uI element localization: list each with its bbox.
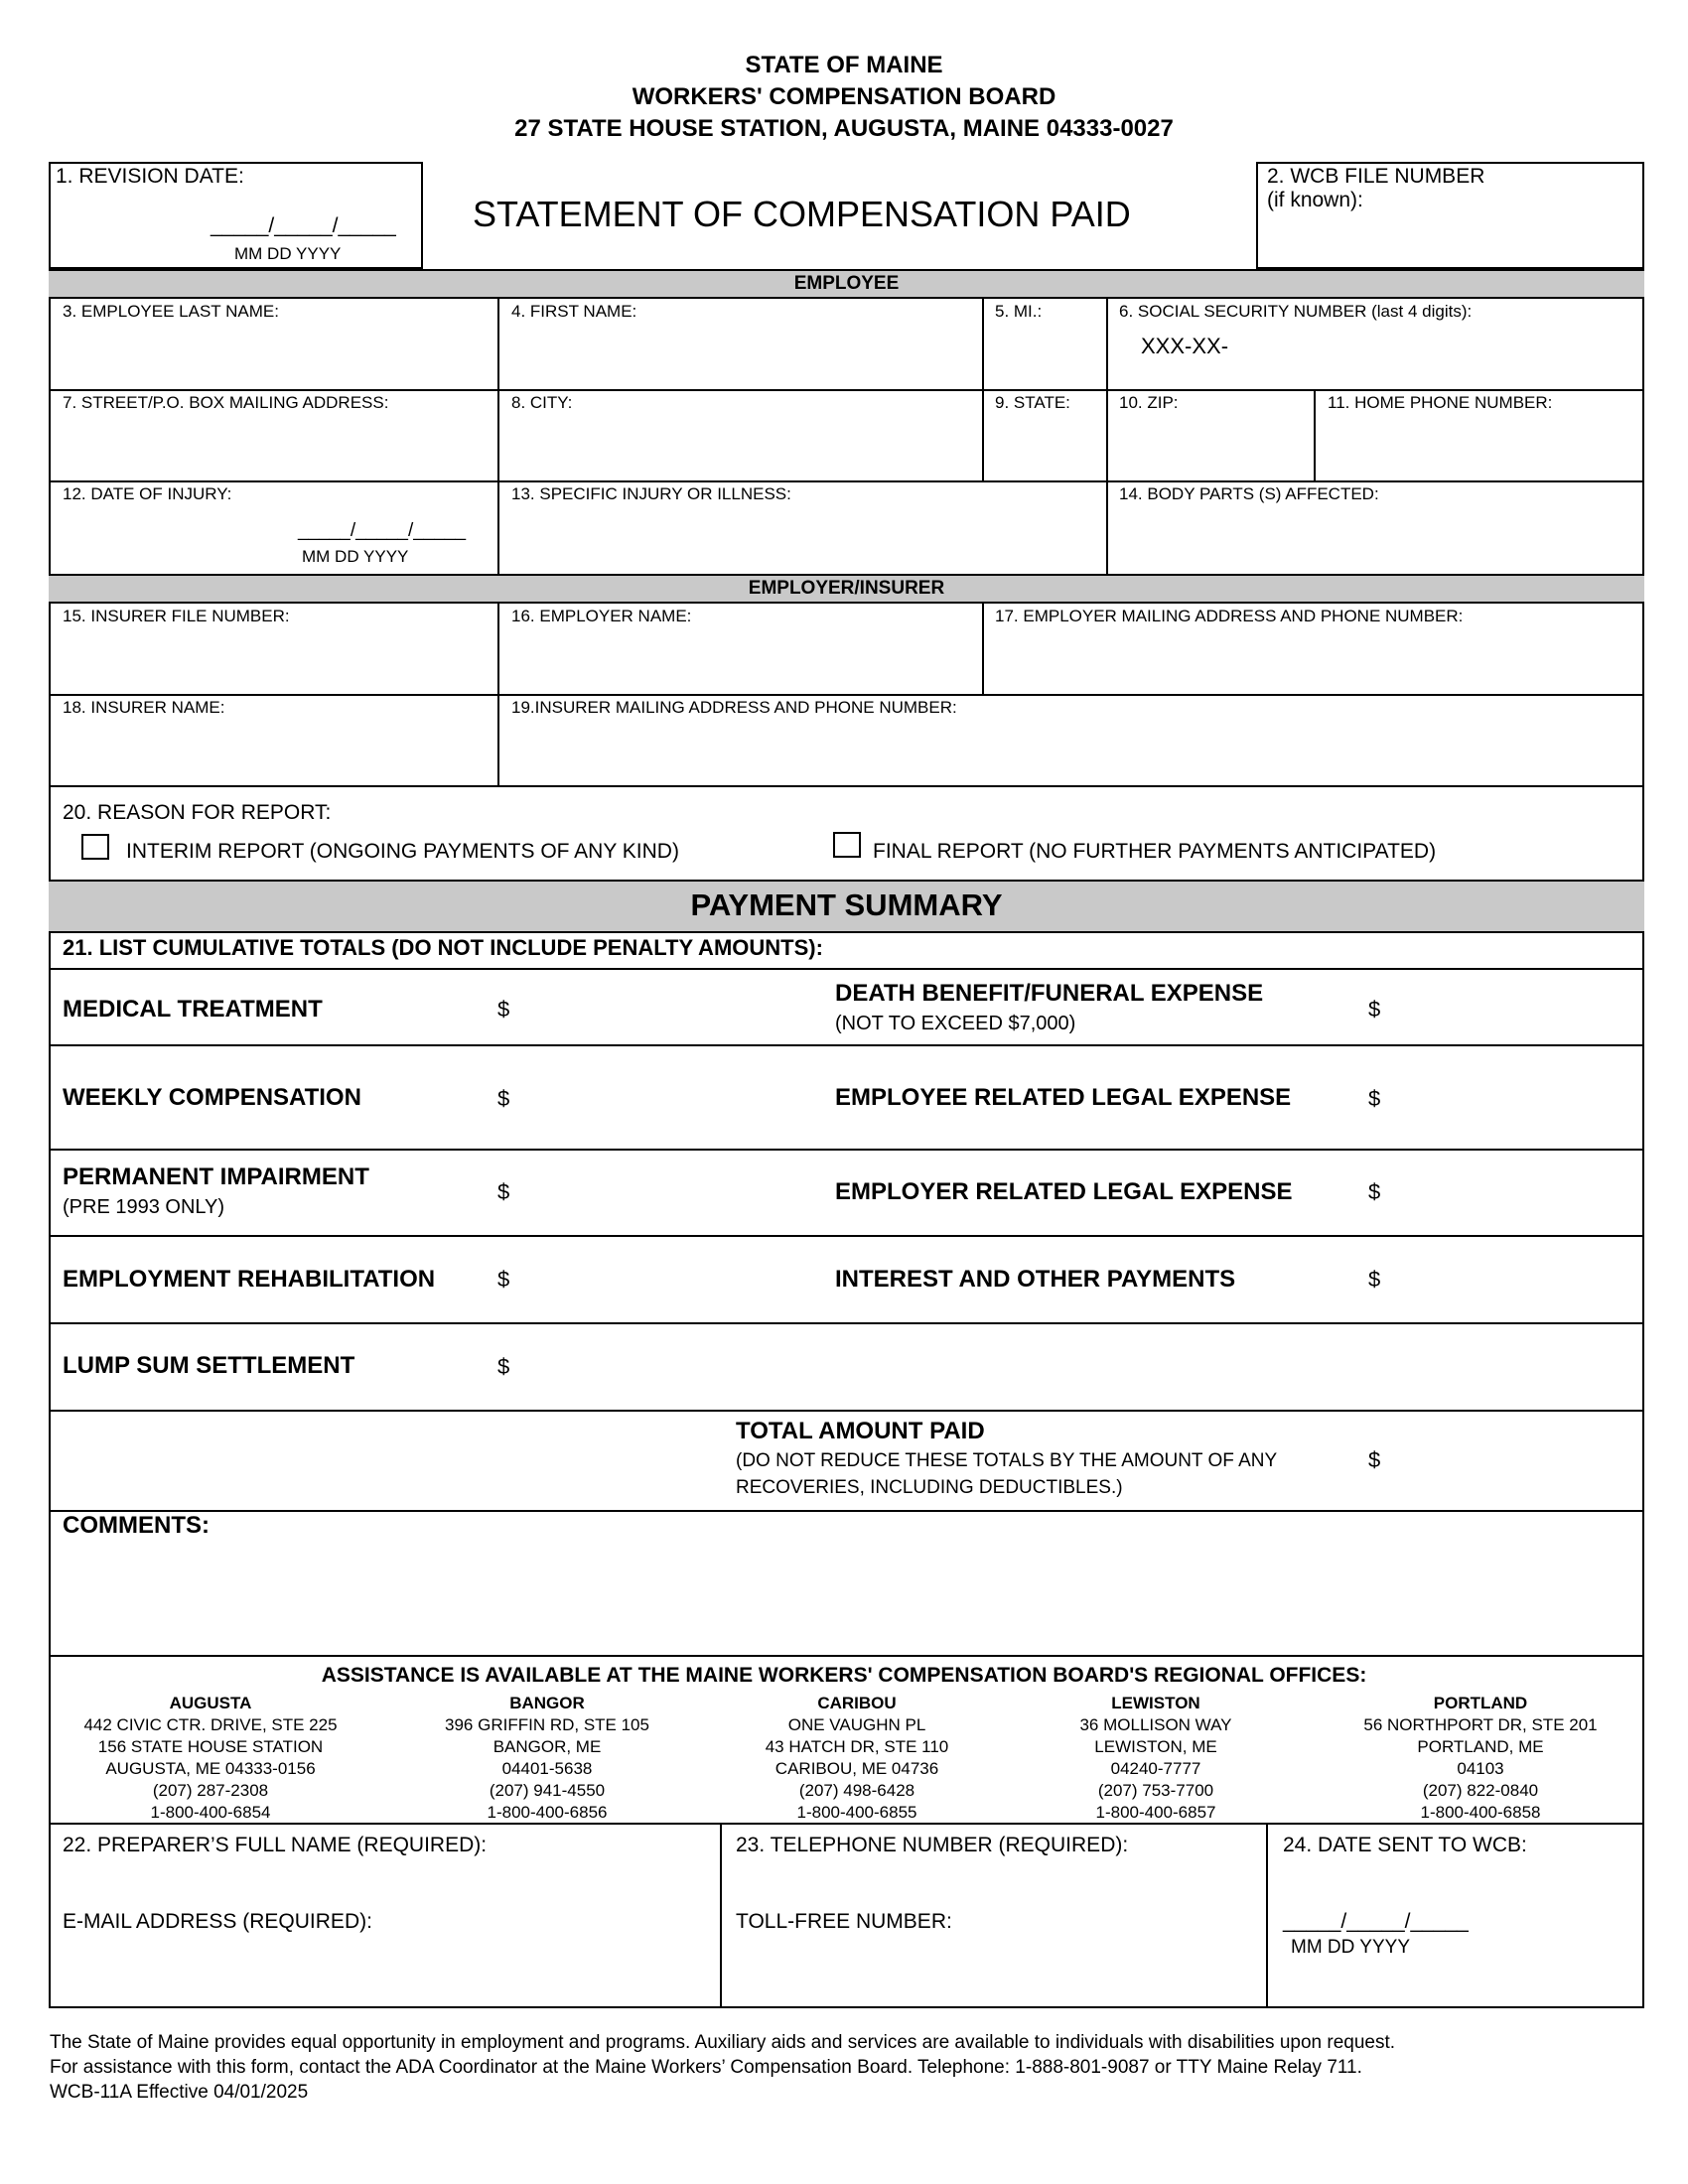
footer-ada-contact: For assistance with this form, contact the ADA Coordinator at the Maine Workers’ Compensation Board. Telephone: 1-888-801-9087 or TTY Maine Relay 711. — [50, 2057, 1362, 2078]
insurer-file-number-label: 15. INSURER FILE NUMBER: — [63, 607, 290, 625]
permanent-impairment-label: PERMANENT IMPAIRMENT — [63, 1163, 369, 1190]
office-name: LEWISTON — [1111, 1694, 1200, 1712]
employee-last-name-label: 3. EMPLOYEE LAST NAME: — [63, 302, 279, 321]
office-address-line: 36 MOLLISON WAY — [1079, 1715, 1232, 1734]
revision-date-label: 1. REVISION DATE: — [56, 165, 244, 188]
assistance-heading: ASSISTANCE IS AVAILABLE AT THE MAINE WORKERS' COMPENSATION BOARD'S REGIONAL OFFICES: — [321, 1664, 1367, 1687]
office-name: PORTLAND — [1433, 1694, 1528, 1712]
interim-report-checkbox[interactable] — [81, 834, 109, 860]
permanent-impairment-amount[interactable]: $ — [497, 1179, 510, 1204]
death-benefit-label: DEATH BENEFIT/FUNERAL EXPENSE — [835, 980, 1264, 1007]
body-parts-label: 14. BODY PARTS (S) AFFECTED: — [1119, 484, 1379, 503]
permanent-impairment-note: (PRE 1993 ONLY) — [63, 1196, 225, 1218]
divider — [1314, 390, 1316, 481]
preparer-name-label: 22. PREPARER’S FULL NAME (REQUIRED): — [63, 1834, 488, 1856]
date-of-injury-blank[interactable]: _____/_____/_____ — [298, 520, 467, 541]
office-address-line: LEWISTON, ME — [1094, 1737, 1217, 1756]
header-board: WORKERS' COMPENSATION BOARD — [632, 83, 1056, 110]
office-phone: (207) 822-0840 — [1422, 1781, 1539, 1800]
divider — [49, 1322, 1644, 1324]
death-benefit-amount[interactable]: $ — [1368, 997, 1381, 1022]
date-of-injury-format: MM DD YYYY — [302, 547, 409, 566]
office-name: AUGUSTA — [169, 1694, 252, 1712]
divider — [49, 968, 1644, 970]
final-report-checkbox[interactable] — [833, 832, 861, 858]
office-address-line: 04240-7777 — [1110, 1759, 1201, 1778]
divider — [49, 389, 1644, 391]
divider — [497, 299, 499, 390]
employee-legal-expense-amount[interactable]: $ — [1368, 1086, 1381, 1111]
office-name: CARIBOU — [817, 1694, 897, 1712]
office-toll-free: 1-800-400-6855 — [796, 1803, 917, 1822]
office-address-line: 396 GRIFFIN RD, STE 105 — [445, 1715, 649, 1734]
office-augusta — [62, 1693, 359, 1824]
medical-treatment-amount[interactable]: $ — [497, 997, 510, 1022]
divider — [49, 1510, 1644, 1512]
home-phone-label: 11. HOME PHONE NUMBER: — [1328, 393, 1553, 412]
divider — [497, 390, 499, 481]
total-amount-paid-amount[interactable]: $ — [1368, 1447, 1381, 1472]
preparer-email-label: E-MAIL ADDRESS (REQUIRED): — [63, 1910, 372, 1933]
divider — [49, 1655, 1644, 1657]
header-state: STATE OF MAINE — [745, 52, 943, 78]
date-sent-format: MM DD YYYY — [1291, 1937, 1411, 1958]
office-address-line: AUGUSTA, ME 04333-0156 — [105, 1759, 316, 1778]
form-title: STATEMENT OF COMPENSATION PAID — [473, 194, 1131, 234]
revision-date-format: MM DD YYYY — [234, 244, 342, 263]
comments-field[interactable] — [51, 1544, 1642, 1653]
lump-sum-settlement-amount[interactable]: $ — [497, 1354, 510, 1379]
divider — [49, 1149, 1644, 1151]
weekly-compensation-label: WEEKLY COMPENSATION — [63, 1084, 361, 1111]
office-address-line: 04103 — [1457, 1759, 1504, 1778]
divider — [720, 1824, 722, 2008]
insurer-name-label: 18. INSURER NAME: — [63, 698, 225, 717]
footer-form-id: WCB-11A Effective 04/01/2025 — [50, 2082, 309, 2103]
payment-summary-heading: PAYMENT SUMMARY — [49, 880, 1644, 933]
office-address-line: PORTLAND, ME — [1417, 1737, 1544, 1756]
office-address-line: 56 NORTHPORT DR, STE 201 — [1363, 1715, 1598, 1734]
office-phone: (207) 498-6428 — [798, 1781, 915, 1800]
death-benefit-note: (NOT TO EXCEED $7,000) — [835, 1013, 1076, 1034]
zip-label: 10. ZIP: — [1119, 393, 1179, 412]
total-amount-note-line1: (DO NOT REDUCE THESE TOTALS BY THE AMOUNT OF ANY — [736, 1450, 1278, 1471]
employer-legal-expense-label: EMPLOYER RELATED LEGAL EXPENSE — [835, 1178, 1293, 1205]
office-address-line: ONE VAUGHN PL — [787, 1715, 926, 1734]
employee-section-heading: EMPLOYEE — [49, 269, 1644, 299]
toll-free-number-label: TOLL-FREE NUMBER: — [736, 1910, 952, 1933]
divider — [49, 1235, 1644, 1237]
middle-initial-label: 5. MI.: — [995, 302, 1043, 321]
office-bangor — [398, 1693, 696, 1824]
office-phone: (207) 941-4550 — [489, 1781, 606, 1800]
date-of-injury-label: 12. DATE OF INJURY: — [63, 484, 232, 503]
office-phone: (207) 287-2308 — [152, 1781, 269, 1800]
wcb-file-number-sub: (if known): — [1267, 189, 1363, 211]
header-address: 27 STATE HOUSE STATION, AUGUSTA, MAINE 04333-0027 — [514, 115, 1174, 142]
ssn-label: 6. SOCIAL SECURITY NUMBER (last 4 digits): — [1119, 302, 1473, 321]
footer-equal-opportunity: The State of Maine provides equal opportunity in employment and programs. Auxiliary aids and services are available to individuals with disabilities upon request. — [50, 2032, 1396, 2053]
office-phone: (207) 753-7700 — [1097, 1781, 1214, 1800]
date-sent-label: 24. DATE SENT TO WCB: — [1283, 1834, 1527, 1856]
employment-rehabilitation-amount[interactable]: $ — [497, 1267, 510, 1292]
employer-address-label: 17. EMPLOYER MAILING ADDRESS AND PHONE NUMBER: — [995, 607, 1464, 625]
revision-date-blank[interactable]: _____/_____/_____ — [211, 214, 396, 237]
divider — [49, 1410, 1644, 1412]
street-address-label: 7. STREET/P.O. BOX MAILING ADDRESS: — [63, 393, 389, 412]
office-toll-free: 1-800-400-6857 — [1095, 1803, 1216, 1822]
lump-sum-settlement-label: LUMP SUM SETTLEMENT — [63, 1352, 355, 1379]
office-toll-free: 1-800-400-6854 — [150, 1803, 271, 1822]
city-label: 8. CITY: — [511, 393, 573, 412]
office-address-line: 156 STATE HOUSE STATION — [97, 1737, 324, 1756]
footer-notice — [50, 2030, 1395, 2105]
employer-name-label: 16. EMPLOYER NAME: — [511, 607, 692, 625]
divider — [1266, 1824, 1268, 2008]
office-portland — [1332, 1693, 1629, 1824]
divider — [49, 785, 1644, 787]
agency-header — [0, 50, 1688, 145]
medical-treatment-label: MEDICAL TREATMENT — [63, 996, 323, 1023]
cumulative-totals-instruction: 21. LIST CUMULATIVE TOTALS (DO NOT INCLUDE PENALTY AMOUNTS): — [63, 935, 823, 960]
total-amount-note-line2: RECOVERIES, INCLUDING DEDUCTIBLES.) — [736, 1477, 1123, 1498]
employment-rehabilitation-label: EMPLOYMENT REHABILITATION — [63, 1266, 436, 1293]
employer-section-heading: EMPLOYER/INSURER — [49, 574, 1644, 604]
state-label: 9. STATE: — [995, 393, 1070, 412]
divider — [497, 481, 499, 575]
final-report-label: FINAL REPORT (NO FURTHER PAYMENTS ANTICIPATED) — [873, 840, 1437, 863]
first-name-label: 4. FIRST NAME: — [511, 302, 637, 321]
divider — [49, 1823, 1644, 1825]
office-toll-free: 1-800-400-6858 — [1420, 1803, 1541, 1822]
office-name: BANGOR — [509, 1694, 585, 1712]
office-caribou — [708, 1693, 1006, 1824]
office-address-line: BANGOR, ME — [492, 1737, 602, 1756]
office-address-line: 442 CIVIC CTR. DRIVE, STE 225 — [83, 1715, 338, 1734]
divider — [49, 694, 1644, 696]
interest-payments-amount[interactable]: $ — [1368, 1267, 1381, 1292]
reason-for-report-label: 20. REASON FOR REPORT: — [63, 801, 332, 824]
interest-payments-label: INTEREST AND OTHER PAYMENTS — [835, 1266, 1236, 1293]
date-sent-blank[interactable]: _____/_____/_____ — [1283, 1910, 1469, 1933]
office-address-line: 43 HATCH DR, STE 110 — [765, 1737, 949, 1756]
wcb-file-number-label: 2. WCB FILE NUMBER — [1267, 165, 1485, 188]
divider — [982, 604, 984, 695]
office-lewiston — [1007, 1693, 1305, 1824]
office-address-line: CARIBOU, ME 04736 — [774, 1759, 939, 1778]
specific-injury-label: 13. SPECIFIC INJURY OR ILLNESS: — [511, 484, 791, 503]
employer-legal-expense-amount[interactable]: $ — [1368, 1179, 1381, 1204]
insurer-address-label: 19.INSURER MAILING ADDRESS AND PHONE NUMBER: — [511, 698, 957, 717]
telephone-number-label: 23. TELEPHONE NUMBER (REQUIRED): — [736, 1834, 1129, 1856]
office-toll-free: 1-800-400-6856 — [487, 1803, 608, 1822]
divider — [49, 1044, 1644, 1046]
office-address-line: 04401-5638 — [501, 1759, 593, 1778]
divider — [1106, 299, 1108, 575]
weekly-compensation-amount[interactable]: $ — [497, 1086, 510, 1111]
interim-report-label: INTERIM REPORT (ONGOING PAYMENTS OF ANY KIND) — [126, 840, 679, 863]
ssn-prefix[interactable]: XXX-XX- — [1141, 334, 1229, 358]
comments-label: COMMENTS: — [63, 1512, 210, 1539]
divider — [49, 480, 1644, 482]
employee-legal-expense-label: EMPLOYEE RELATED LEGAL EXPENSE — [835, 1084, 1292, 1111]
total-amount-paid-label: TOTAL AMOUNT PAID — [736, 1418, 985, 1444]
